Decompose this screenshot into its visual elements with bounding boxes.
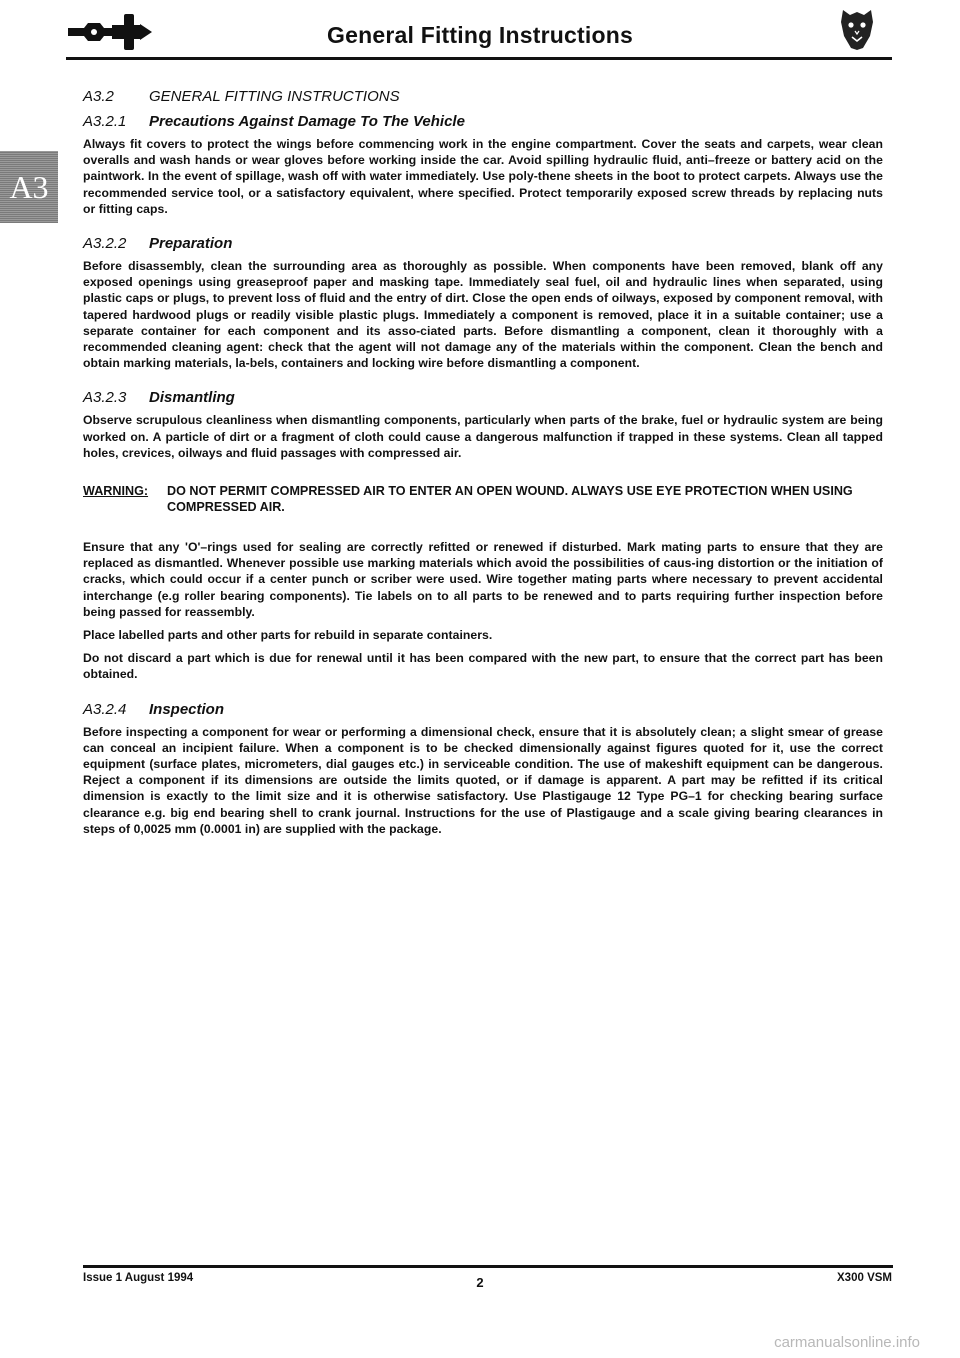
warning-text: DO NOT PERMIT COMPRESSED AIR TO ENTER AN OPEN WOUND. ALWAYS USE EYE PROTECTION WHEN USING COMPRESSED AIR. [167,484,853,515]
footer-divider [83,1265,893,1268]
subsection-number: A3.2.4 [83,700,127,718]
paragraph: Always fit covers to protect the wings before commencing work in the engine compartment. Cover the seats and carpets, wear clean overalls and wash hands or wear gloves before working inside the car. Avoid spilling hydraulic fluid, anti–freeze or battery acid on the paintwork. In the event of spillage, wash off with water immediately. Use poly-thene sheets in the boot to protect carpets. Always use the recommended service tool, or a satisfactory equivalent, where specified. Protect temporarily exposed screw threads by replacing nuts or fitting caps. [83,137,883,216]
subsection-number: A3.2.1 [83,113,127,130]
jaguar-head-icon [837,6,877,52]
warning-label: WARNING: [83,484,149,499]
subsection-heading [83,701,883,718]
subsection-title: Dismantling [149,389,235,407]
paragraph: Observe scrupulous cleanliness when dismantling components, particularly when parts of the brake, fuel or hydraulic system are being worked on. A particle of dirt or a fragment of cloth could cause a dangerous malfunction if trapped in these systems. Clean all tapped holes, crevices, oilways and fluid passages with compressed air. [83,413,883,460]
subsection-number: A3.2.2 [83,235,127,253]
section-tab: A3 [0,151,58,223]
header-divider [66,57,892,60]
subsection-title: Preparation [149,235,233,253]
issue-date: Issue 1 August 1994 [83,1272,194,1284]
subsection-heading [83,113,883,130]
page-number: 2 [476,1275,484,1290]
manual-code: X300 VSM [837,1272,892,1284]
section-number: A3.2 [83,88,114,105]
paragraph: Before inspecting a component for wear or performing a dimensional check, ensure that it is absolutely clean; a slight smear of grease can conceal an incipient failure. When a component is to be checked dimensionally against figures quoted for it, use the correct equipment (surface plates, micrometers, dial gauges etc.) in serviceable condition. The use of makeshift equipment can be dangerous. Reject a component if its dimensions are outside the limits quoted, or if damage is apparent. A part may be refitted if its critical dimension is exactly to the limit size and it is otherwise satisfactory. Use Plastigauge 12 Type PG–1 for checking bearing surface clearance e.g. big end bearing shell to crank journal. Instructions for the use of Plastigauge and a scale giving bearing clearances in steps of 0,0025 mm (0.0001 in) are supplied with the package. [83,724,883,836]
page-title: General Fitting Instructions [327,22,633,48]
subsection-heading [83,235,883,252]
warning-note [83,483,883,515]
subsection-heading [83,389,883,406]
paragraph: Do not discard a part which is due for renewal until it has been compared with the new part, to ensure that the correct part has been obtained. [83,651,883,682]
paragraph: Before disassembly, clean the surrounding area as thoroughly as possible. When components have been removed, blank off any exposed openings using greaseproof paper and masking tape. Immediately seal fuel, oil and hydraulic lines when separated, using plastic caps or plugs, to prevent loss of fluid and the entry of dirt. Close the open ends of oilways, exposed by component removal, with tapered hardwood plugs or readily visible plastic plugs. Immediately a component is removed, place it in a suitable container; use a separate container for each component and its asso-ciated parts. Before dismantling a component, clean it thoroughly with a recommended cleaning agent: check that the agent will not damage any of the materials within the component. Clean the bench and obtain marking materials, la-bels, containers and locking wire before dismantling a component. [83,259,883,371]
subsection-title: Precautions Against Damage To The Vehicle [149,113,465,130]
paragraph: Ensure that any 'O'–rings used for sealing are correctly refitted or renewed if disturbed. Mark mating parts to ensure that they are replaced as dismantled. Whenever possible use marking materials which avoid the possibilities of caus-ing distortion or the initiation of cracks, which could occur if a center punch or scriber were used. Wire together mating parts where necessary to prevent accidental interchange (e.g roller bearing components). Tie labels on to all parts to be renewed and to parts requiring further inspection before being passed for reassembly. [83,540,883,619]
section-title: GENERAL FITTING INSTRUCTIONS [149,88,400,105]
subsection-title: Inspection [149,700,225,718]
paragraph: Place labelled parts and other parts for rebuild in separate containers. [83,628,493,643]
section-heading [83,88,883,105]
subsection-number: A3.2.3 [83,389,127,407]
watermark: carmanualsonline.info [774,1334,920,1351]
main-content [83,88,883,844]
